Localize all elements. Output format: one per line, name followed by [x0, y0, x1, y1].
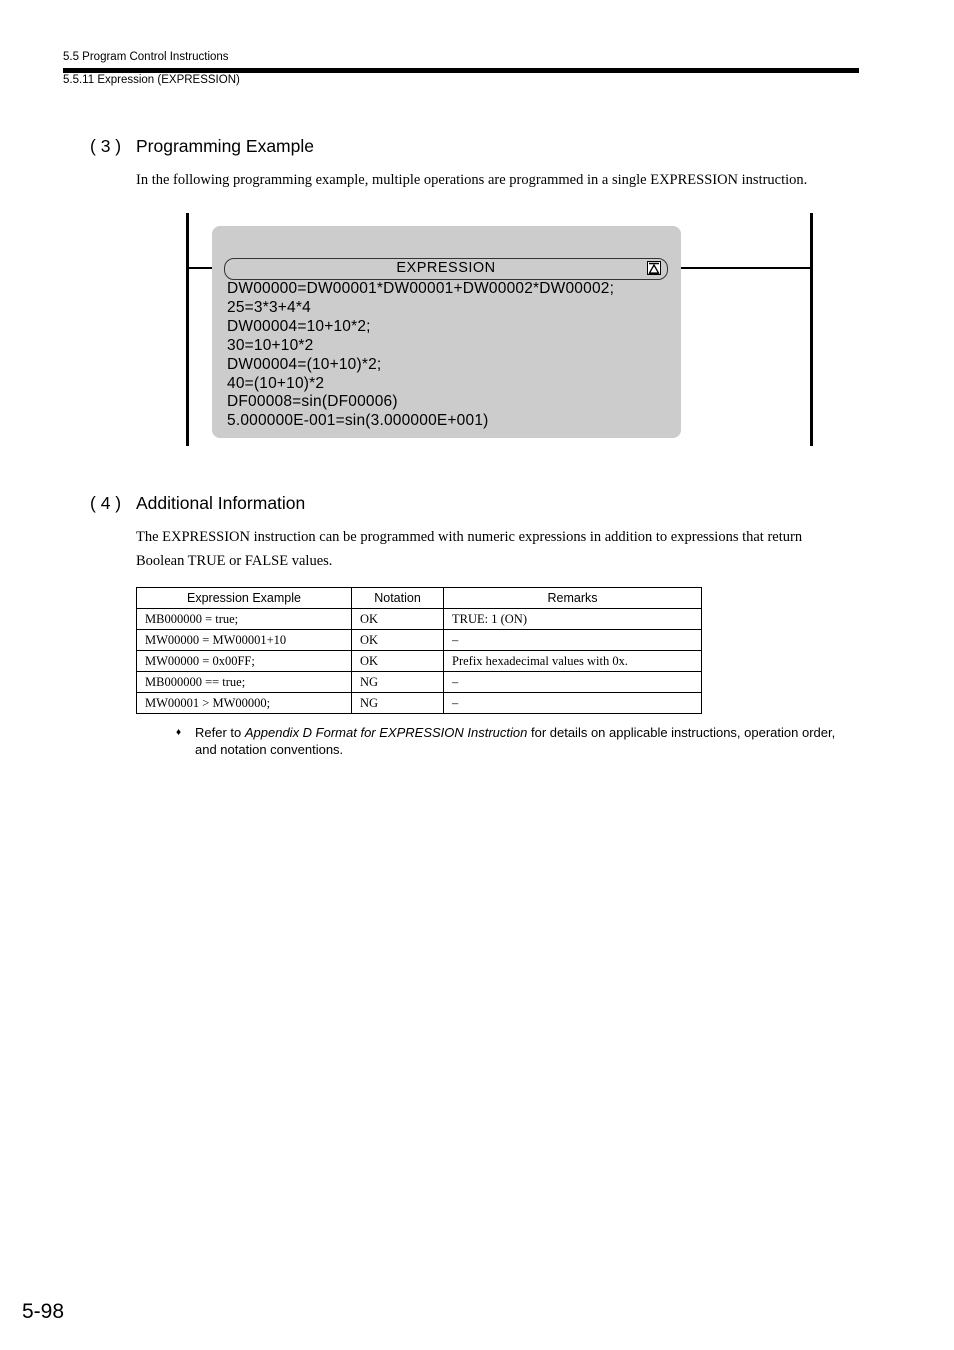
code-line: 40=(10+10)*2: [227, 375, 325, 392]
section-4-number: ( 4 ): [90, 493, 122, 513]
reference-note: [176, 724, 836, 758]
code-line: DW00004=(10+10)*2;: [227, 356, 382, 373]
code-line: 30=10+10*2: [227, 337, 314, 354]
code-line: 5.000000E-001=sin(3.000000E+001): [227, 412, 489, 429]
note-suffix: for details on applicable instructions, operation order, and notation conventions.: [195, 725, 836, 757]
table-cell: TRUE: 1 (ON): [444, 609, 702, 630]
table-cell: OK: [352, 630, 444, 651]
page-number: 5-98: [22, 1300, 65, 1323]
table-row: [137, 651, 702, 672]
header-rule: [63, 68, 859, 73]
right-power-rail: [810, 213, 813, 446]
table-cell: NG: [352, 672, 444, 693]
table-cell: OK: [352, 609, 444, 630]
section-4-title: Additional Information: [136, 493, 306, 513]
table-cell: NG: [352, 693, 444, 714]
column-header: Expression Example: [137, 588, 352, 609]
code-line: 25=3*3+4*4: [227, 299, 311, 316]
collapse-icon[interactable]: [647, 261, 661, 275]
expression-title-bar[interactable]: [224, 258, 668, 280]
table-cell: –: [444, 630, 702, 651]
right-wire: [668, 267, 811, 269]
appendix-reference-link[interactable]: Appendix D Format for EXPRESSION Instruction: [244, 725, 528, 740]
table-header-row: [137, 588, 702, 609]
table-cell: Prefix hexadecimal values with 0x.: [444, 651, 702, 672]
header-subsection: 5.5.11 Expression (EXPRESSION): [63, 74, 240, 86]
code-line: DW00004=10+10*2;: [227, 318, 371, 335]
bullet-icon: ♦: [176, 727, 182, 738]
table-cell: MB000000 = true;: [137, 609, 352, 630]
table-cell: –: [444, 672, 702, 693]
section-4-heading: [90, 493, 305, 514]
table-row: [137, 693, 702, 714]
table-row: [137, 630, 702, 651]
header-section: 5.5 Program Control Instructions: [63, 51, 229, 63]
section-3-heading: [90, 136, 314, 157]
column-header: Remarks: [444, 588, 702, 609]
table-cell: MW00000 = 0x00FF;: [137, 651, 352, 672]
column-header: Notation: [352, 588, 444, 609]
expression-label: EXPRESSION: [396, 260, 496, 276]
table-row: [137, 609, 702, 630]
additional-info-text: The EXPRESSION instruction can be programmed with numeric expressions in addition to expressions that return Boolean TRUE or FALSE values.: [136, 529, 803, 569]
table-cell: –: [444, 693, 702, 714]
table-cell: MW00000 = MW00001+10: [137, 630, 352, 651]
left-power-rail: [186, 213, 189, 446]
expression-examples-table: [136, 587, 702, 714]
programming-example-intro: In the following programming example, multiple operations are programmed in a single EXPRESSION instruction.: [136, 172, 808, 188]
table-row: [137, 672, 702, 693]
code-line: DF00008=sin(DF00006): [227, 393, 398, 410]
section-3-number: ( 3 ): [90, 136, 122, 156]
table-cell: MW00001 > MW00000;: [137, 693, 352, 714]
section-3-title: Programming Example: [136, 136, 314, 156]
table-cell: OK: [352, 651, 444, 672]
table-cell: MB000000 == true;: [137, 672, 352, 693]
code-line: DW00000=DW00001*DW00001+DW00002*DW00002;: [227, 280, 615, 297]
note-prefix: Refer to: [195, 725, 245, 740]
